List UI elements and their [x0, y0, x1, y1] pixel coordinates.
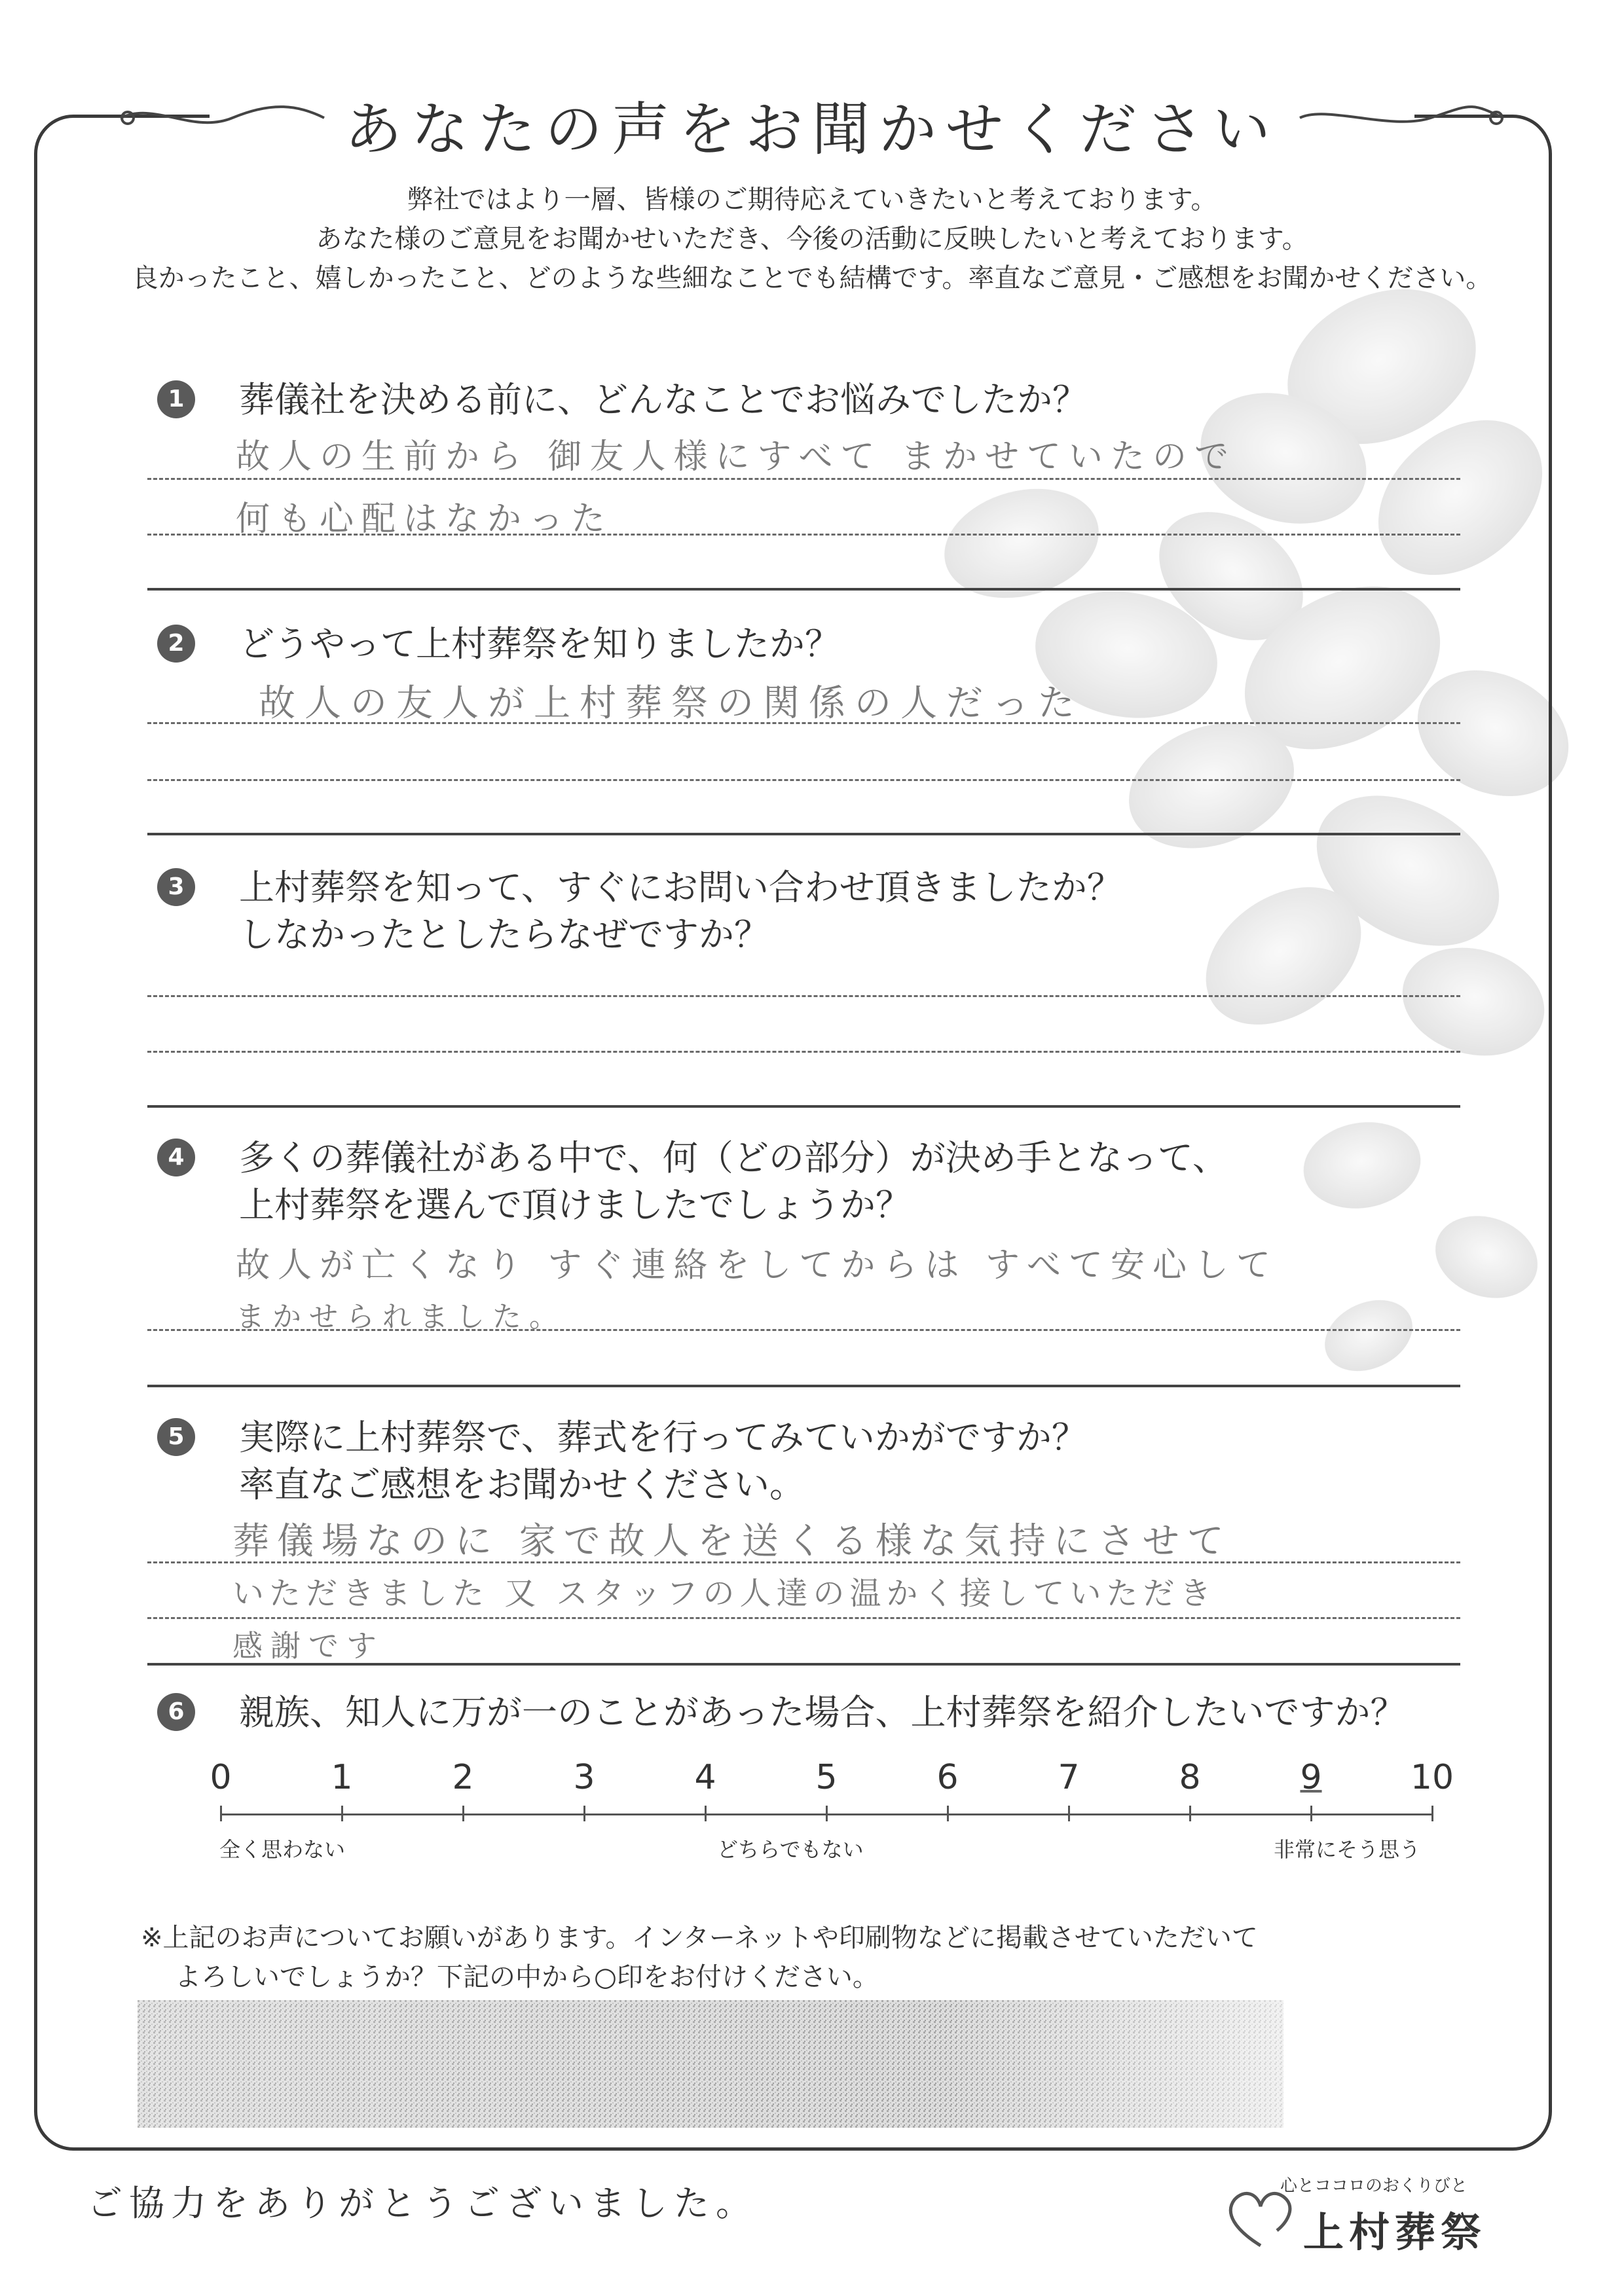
scale-tick: [705, 1806, 707, 1821]
question-text: しなかったとしたらなぜですか？: [239, 914, 769, 955]
scale-number-8[interactable]: 8: [1179, 1758, 1201, 1797]
question-text: 率直なご感想をお聞かせください。: [239, 1464, 805, 1505]
note-line: よろしいでしょうか？下記の中から○印をお付けください。: [175, 1962, 879, 1992]
question-text: 親族、知人に万が一のことがあった場合、上村葬祭を紹介したいですか？: [239, 1692, 1406, 1733]
answer-line: [147, 779, 1460, 781]
answer-line: [147, 478, 1460, 480]
question-text: どうやって上村葬祭を知りましたか？: [239, 623, 840, 665]
question-number-badge: 5: [157, 1418, 195, 1456]
section-divider: [147, 588, 1460, 591]
scale-tick: [583, 1806, 585, 1821]
answer-line: [147, 722, 1460, 724]
answer-line: [147, 995, 1460, 997]
scale-tick: [1189, 1806, 1191, 1821]
question-number-badge: 2: [157, 625, 195, 663]
question-text: 多くの葬儀社がある中で、何（どの部分）が決め手となって、: [239, 1137, 1228, 1178]
scale-tick: [1310, 1806, 1312, 1821]
thanks-message: ご協力をありがとうございました。: [87, 2183, 758, 2224]
handwritten-answer: 何も心配はなかった: [236, 500, 614, 539]
answer-line: [147, 534, 1460, 536]
scale-tick: [1431, 1806, 1433, 1821]
handwritten-answer: 故人の友人が上村葬祭の関係の人だった: [259, 682, 1084, 725]
note-line: ※上記のお声についてお願いがあります。インターネットや印刷物などに掲載させていただいて: [141, 1923, 1258, 1953]
section-divider: [147, 1105, 1460, 1108]
question-number-badge: 1: [157, 380, 195, 418]
scale-tick: [1068, 1806, 1070, 1821]
question-text: 葬儀社を決める前に、どんなことでお悩みでしたか？: [239, 379, 1088, 420]
scale-tick: [462, 1806, 464, 1821]
question-number-badge: 3: [157, 868, 195, 906]
question-number-badge: 6: [157, 1693, 195, 1731]
handwritten-answer: 故人の生前から 御友人様にすべて まかせていたので: [236, 437, 1237, 477]
scale-number-2[interactable]: 2: [452, 1758, 474, 1797]
publication-consent-note: [141, 1918, 1258, 1997]
brand-name: 上村葬祭: [1303, 2208, 1487, 2256]
obscured-consent-options: [138, 2000, 1283, 2128]
scale-number-3[interactable]: 3: [573, 1758, 595, 1797]
intro-line: あなた様のご意見をお聞かせいただき、今後の活動に反映したいと考えております。: [316, 224, 1308, 254]
scale-label-mid: どちらでもない: [717, 1837, 864, 1862]
scale-number-10[interactable]: 10: [1410, 1758, 1454, 1797]
scale-number-6[interactable]: 6: [936, 1758, 959, 1797]
scale-tick: [947, 1806, 949, 1821]
scale-tick: [220, 1806, 222, 1821]
scale-number-7[interactable]: 7: [1058, 1758, 1080, 1797]
answer-line: [147, 1051, 1460, 1053]
section-divider: [147, 1385, 1460, 1387]
brand-tagline: 心とココロのおくりびと: [1280, 2176, 1468, 2196]
question-text: 実際に上村葬祭で、葬式を行ってみていかがですか？: [239, 1417, 1087, 1458]
scale-number-5[interactable]: 5: [815, 1758, 838, 1797]
scale-label-high: 非常にそう思う: [1274, 1837, 1421, 1862]
handwritten-answer: 葬儀場なのに 家で故人を送くる様な気持にさせて: [232, 1520, 1232, 1563]
intro-line: 良かったこと、嬉しかったこと、どのような些細なことでも結構です。率直なご意見・ご感想をお聞かせください。: [132, 263, 1492, 293]
scale-number-9[interactable]: 9: [1300, 1758, 1322, 1797]
section-divider: [147, 833, 1460, 835]
question-text: 上村葬祭を知って、すぐにお問い合わせ頂きましたか？: [239, 867, 1122, 908]
question-text: 上村葬祭を選んで頂けましたでしょうか？: [239, 1184, 911, 1226]
handwritten-answer: いただきました 又 スタッフの人達の温かく接していただき: [232, 1575, 1217, 1612]
handwritten-answer: 故人が亡くなり すぐ連絡をしてからは すべて安心して: [236, 1246, 1279, 1285]
intro-text: [0, 180, 1624, 298]
scale-tick: [826, 1806, 828, 1821]
page-title: あなたの声をお聞かせください: [344, 96, 1280, 163]
answer-line: [147, 1617, 1460, 1619]
scale-tick: [341, 1806, 343, 1821]
question-number-badge: 4: [157, 1139, 195, 1176]
section-divider: [147, 1663, 1460, 1666]
intro-line: 弊社ではより一層、皆様のご期待応えていきたいと考えております。: [407, 185, 1217, 215]
scale-number-4[interactable]: 4: [694, 1758, 716, 1797]
answer-line: [147, 1561, 1460, 1563]
scale-number-1[interactable]: 1: [331, 1758, 353, 1797]
scale-number-0[interactable]: 0: [210, 1758, 232, 1797]
scale-label-low: 全く思わない: [219, 1837, 346, 1862]
answer-line: [147, 1329, 1460, 1331]
handwritten-answer: 感謝です: [232, 1628, 384, 1664]
handwritten-answer: まかせられました。: [236, 1300, 566, 1334]
